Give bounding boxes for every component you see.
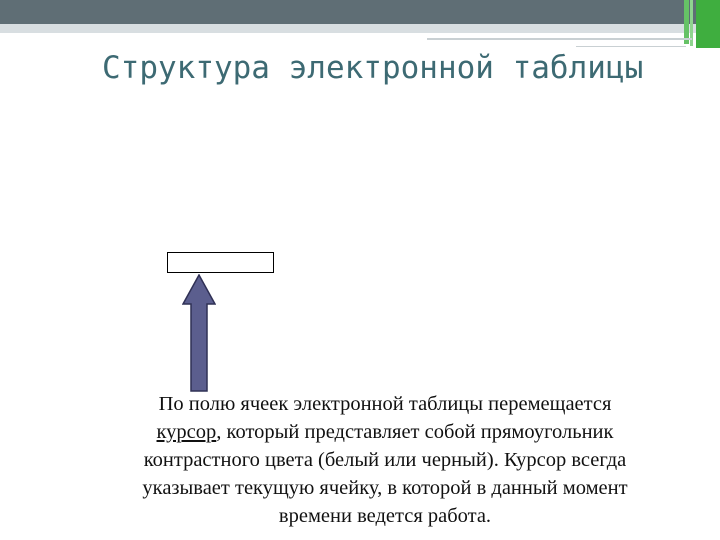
cursor-rectangle [167, 252, 274, 273]
slide-title: Структура электронной таблицы [102, 50, 644, 86]
green-accent-block [696, 0, 720, 48]
up-arrow-shape [183, 275, 215, 391]
body-line-4: указывает текущую ячейку, в которой в данный момент [142, 477, 628, 499]
top-banner [0, 0, 720, 24]
top-banner-light-stripe [0, 24, 720, 33]
body-line-3: контрастного цвета (белый или черный). Курсор всегда [143, 449, 627, 471]
body-line-1: По полю ячеек электронной таблицы перемещается [158, 393, 612, 415]
body-line-5: времени ведется работа. [278, 505, 492, 527]
up-arrow-icon [182, 274, 216, 392]
body-line-2: , который представляет собой прямоугольник [216, 421, 614, 443]
body-paragraph [60, 390, 710, 530]
decorative-line [427, 38, 692, 40]
cursor-term: курсор [156, 421, 217, 443]
